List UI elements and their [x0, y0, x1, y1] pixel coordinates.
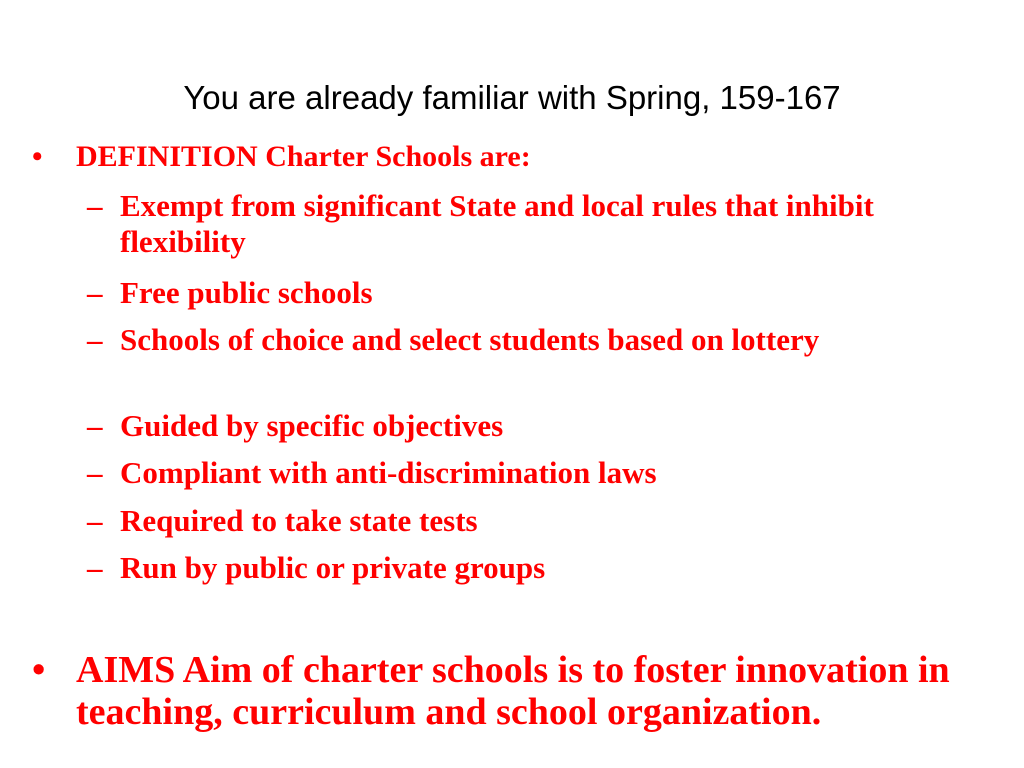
- dash-icon: –: [87, 503, 103, 538]
- dash-icon: –: [87, 275, 103, 310]
- dash-icon: –: [87, 550, 103, 585]
- slide-title: You are already familiar with Spring, 159-167: [183, 79, 841, 116]
- sub-item-text: Run by public or private groups: [120, 550, 546, 585]
- dash-icon: –: [87, 322, 103, 357]
- sub-item-text: Compliant with anti-discrimination laws: [120, 455, 657, 490]
- sub-item-text: Exempt from significant State and local rules that inhibit flexibility: [120, 188, 874, 259]
- sub-item-text: Free public schools: [120, 275, 373, 310]
- sub-item-text: Schools of choice and select students based on lottery: [120, 322, 820, 357]
- bullet-icon: •: [32, 140, 43, 173]
- definition-heading: DEFINITION Charter Schools are:: [76, 140, 531, 173]
- dash-icon: –: [87, 188, 103, 223]
- sub-item-text: Guided by specific objectives: [120, 408, 504, 443]
- aims-text: AIMS Aim of charter schools is to foster innovation in teaching, curriculum and school organization.: [76, 649, 950, 733]
- bullet-icon: •: [32, 649, 46, 691]
- dash-icon: –: [87, 408, 103, 443]
- dash-icon: –: [87, 455, 103, 490]
- sub-item-text: Required to take state tests: [120, 503, 478, 538]
